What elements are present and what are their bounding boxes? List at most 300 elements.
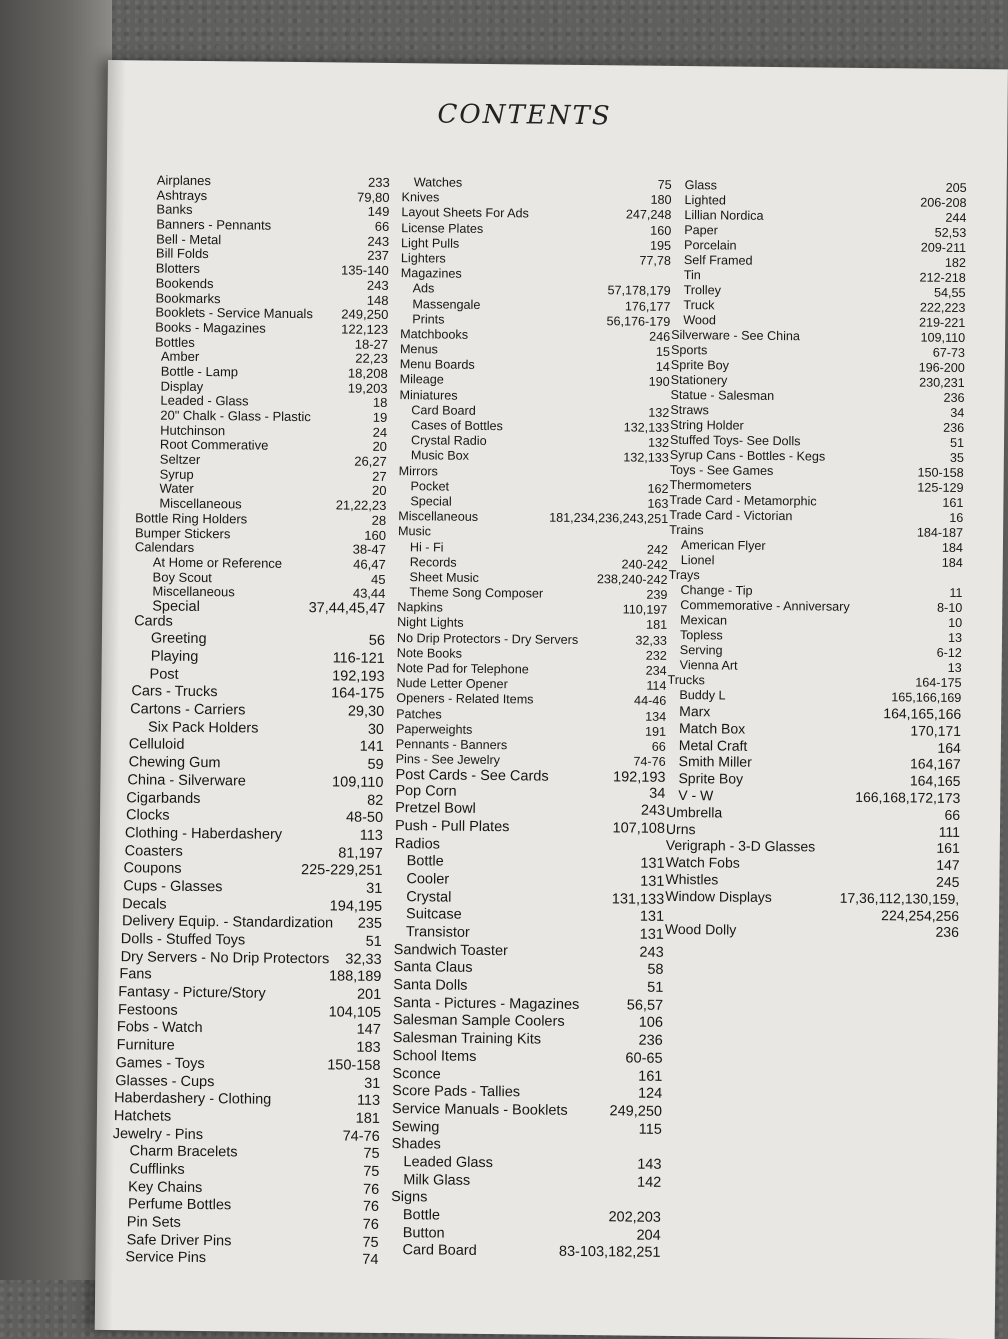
entry-page-number: 31	[366, 880, 383, 897]
entry-label: Miscellaneous	[159, 495, 242, 512]
entry-page-number: 206-208	[920, 195, 967, 210]
entry-page-number: 111	[938, 823, 961, 840]
entry-page-number: 44-46	[634, 693, 667, 709]
entry-page-number: 141	[359, 739, 384, 756]
entry-label: Trade Card - Victorian	[669, 507, 793, 524]
entry-label: Amber	[160, 348, 200, 365]
entry-label: Marx	[679, 703, 711, 720]
entry-page-number: 150-158	[327, 1057, 381, 1074]
page-title: CONTENTS	[437, 99, 612, 132]
entry-label: Games - Toys	[115, 1054, 205, 1072]
entry-label: Card Board	[402, 1242, 477, 1260]
entry-page-number: 75	[363, 1145, 380, 1163]
entry-label: Records	[409, 554, 457, 570]
entry-label: Paper	[684, 223, 718, 238]
entry-page-number: 19	[372, 409, 388, 425]
entry-label: Matchbooks	[400, 326, 469, 342]
entry-page-number: 202,203	[608, 1209, 661, 1226]
entry-page-number: 83-103,182,251	[558, 1244, 661, 1262]
entry-label: Menu Boards	[399, 357, 475, 373]
entry-page-number: 164	[937, 739, 961, 756]
entry-label: Blotters	[155, 260, 200, 277]
entry-page-number: 31	[364, 1075, 381, 1092]
entry-label: Fantasy - Picture/Story	[118, 984, 266, 1002]
entry-page-number: 164-175	[331, 685, 385, 703]
entry-page-number: 74	[362, 1252, 379, 1269]
entry-page-number: 19,203	[347, 380, 388, 396]
entry-label: Urns	[665, 820, 696, 837]
entry-label: Salesman Training Kits	[392, 1030, 542, 1048]
entry-page-number: 26,27	[354, 453, 387, 470]
entry-page-number: 14	[655, 360, 670, 375]
entry-page-number: 75	[362, 1234, 379, 1251]
entry-page-number: 17,36,112,130,159,	[839, 889, 960, 907]
entry-label: Pretzel Bowl	[395, 800, 476, 818]
entry-label: Furniture	[116, 1037, 175, 1054]
entry-label: Sewing	[391, 1118, 440, 1136]
entry-label: Cards	[134, 612, 173, 630]
entry-page-number: 10	[948, 615, 963, 630]
entry-label: Bell - Metal	[156, 231, 222, 247]
entry-label: Santa Dolls	[393, 977, 468, 994]
entry-label: Dry Servers - No Drip Protectors	[120, 948, 330, 968]
entry-label: Cartons - Carriers	[130, 701, 246, 719]
entry-label: Perfume Bottles	[127, 1196, 232, 1214]
entry-page-number: 209-211	[920, 240, 967, 255]
entry-label: Booklets - Service Manuals	[155, 304, 313, 322]
entry-label: Fobs - Watch	[116, 1019, 203, 1037]
entry-page-number: 116-121	[332, 650, 385, 667]
entry-page-number: 131,133	[611, 890, 665, 908]
entry-page-number: 160	[364, 527, 387, 543]
entry-page-number: 161	[638, 1068, 663, 1085]
entry-label: Greeting	[150, 630, 207, 648]
entry-label: No Drip Protectors - Dry Servers	[396, 630, 579, 647]
entry-label: Syrup	[159, 466, 194, 482]
entry-label: Cars - Trucks	[131, 683, 218, 701]
entry-label: Glasses - Cups	[115, 1072, 215, 1090]
entry-page-number: 201	[356, 986, 382, 1003]
entry-label: China - Silverware	[127, 772, 247, 790]
entry-page-number: 34	[649, 785, 666, 802]
entry-label: Music Box	[410, 448, 470, 464]
entry-page-number: 13	[947, 660, 962, 675]
contents-column-1	[95, 172, 389, 1270]
entry-page-number: 164,165	[909, 772, 961, 790]
entry-label: Cufflinks	[129, 1161, 185, 1178]
entry-page-number: 38-47	[352, 541, 386, 558]
entry-label: Dolls - Stuffed Toys	[120, 931, 246, 949]
entry-label: Music	[398, 524, 432, 539]
entry-label: Haberdashery - Clothing	[114, 1090, 272, 1108]
entry-label: Bumper Stickers	[134, 524, 231, 541]
entry-page-number: 184	[941, 540, 964, 555]
entry-page-number: 147	[356, 1022, 381, 1039]
entry-label: Airplanes	[156, 172, 212, 189]
entry-label: Display	[160, 378, 204, 394]
entry-page-number: 224,254,256	[881, 906, 960, 924]
entry-page-number: 132,133	[623, 450, 669, 466]
entry-page-number: 196-200	[918, 360, 965, 375]
entry-label: Hi - Fi	[409, 539, 444, 555]
entry-label: 20" Chalk - Glass - Plastic	[160, 407, 311, 425]
entry-page-number: 183	[356, 1039, 381, 1057]
entry-label: String Holder	[670, 417, 744, 433]
entry-label: Trains	[669, 522, 704, 538]
entry-label: Wood	[683, 313, 717, 328]
entry-label: Leaded - Glass	[160, 392, 249, 409]
entry-page-number: 110,197	[622, 602, 668, 618]
entry-label: Crystal	[406, 888, 452, 906]
entry-page-number: 235	[357, 915, 383, 933]
entry-label: Sports	[670, 342, 708, 358]
entry-page-number: 236	[943, 420, 965, 435]
entry-label: Bottle Ring Holders	[135, 510, 248, 527]
entry-label: Delivery Equip. - Standardization	[121, 913, 334, 932]
entry-page-number: 184	[941, 555, 963, 570]
entry-label: Paperweights	[395, 721, 473, 737]
entry-label: Jewelry - Pins	[112, 1125, 204, 1143]
entry-page-number: 74-76	[342, 1128, 380, 1145]
entry-label: Topless	[679, 628, 723, 643]
entry-label: Thermometers	[669, 477, 752, 493]
entry-label: Whistles	[665, 870, 719, 888]
entry-label: Night Lights	[397, 615, 464, 631]
entry-label: Nude Letter Opener	[396, 676, 508, 692]
entry-page-number: 184-187	[916, 525, 964, 540]
entry-label: Cigarbands	[126, 789, 201, 807]
entry-page-number: 107,108	[612, 820, 666, 837]
entry-label: Banners - Pennants	[156, 216, 272, 233]
entry-label: Trade Card - Metamorphic	[669, 492, 817, 509]
entry-label: Prints	[412, 311, 445, 327]
entry-page-number: 192,193	[613, 769, 666, 787]
entry-label: Pop Corn	[395, 782, 457, 800]
entry-label: V - W	[678, 786, 714, 804]
entry-label: Special	[410, 494, 452, 509]
entry-label: Bottle	[402, 1207, 441, 1224]
entry-page-number: 247,248	[625, 207, 672, 223]
entry-label: Glass	[684, 178, 717, 193]
entry-label: Score Pads - Tallies	[392, 1083, 521, 1101]
entry-page-number: 66	[651, 739, 666, 754]
entry-label: Trolley	[683, 283, 722, 298]
entry-label: Books - Magazines	[155, 319, 266, 336]
entry-label: Chewing Gum	[128, 754, 221, 772]
entry-label: Openers - Related Items	[396, 691, 534, 707]
entry-page-number: 56,57	[626, 997, 664, 1014]
entry-label: Cups - Glasses	[123, 878, 223, 896]
entry-page-number: 222,223	[919, 300, 966, 315]
entry-page-number: 51	[365, 933, 382, 950]
entry-page-number: 249,250	[609, 1103, 663, 1120]
entry-page-number: 58	[647, 962, 664, 979]
entry-page-number: 176,177	[624, 298, 671, 314]
entry-page-number: 59	[367, 756, 384, 774]
entry-page-number: 54,55	[934, 285, 966, 300]
contents-column-3	[659, 178, 967, 941]
entry-page-number: 164,165,166	[883, 705, 962, 722]
entry-page-number: 165,166,169	[891, 690, 962, 705]
entry-label: Charm Bracelets	[129, 1143, 238, 1161]
entry-label: Salesman Sample Coolers	[392, 1012, 565, 1031]
entry-label: Vienna Art	[679, 658, 738, 673]
entry-label: Stuffed Toys- See Dolls	[669, 432, 801, 449]
entry-page-number: 181	[646, 618, 668, 633]
entry-label: Bookmarks	[155, 290, 221, 306]
entry-page-number: 149	[367, 204, 390, 220]
entry-label: Lighted	[684, 193, 726, 208]
entry-page-number: 240-242	[621, 557, 668, 572]
entry-label: Key Chains	[128, 1178, 203, 1196]
entry-label: Massengale	[412, 296, 481, 312]
entry-label: Miniatures	[399, 387, 458, 403]
entry-label: Watches	[413, 175, 463, 190]
entry-page-number: 56	[368, 633, 386, 650]
entry-page-number: 194,195	[329, 897, 383, 915]
entry-page-number: 161	[936, 840, 960, 857]
entry-label: Calendars	[134, 539, 195, 556]
entry-page-number: 150-158	[917, 465, 964, 480]
entry-label: Stationery	[670, 372, 728, 388]
entry-page-number: 106	[638, 1015, 664, 1032]
entry-page-number: 6-12	[936, 645, 962, 660]
entry-label: Menus	[399, 342, 438, 357]
entry-label: Change - Tip	[680, 583, 753, 598]
entry-page-number: 195	[649, 238, 672, 253]
entry-page-number: 51	[949, 435, 965, 450]
entry-page-number: 77,78	[639, 253, 672, 268]
entry-page-number: 75	[657, 177, 672, 192]
entry-page-number: 35	[949, 450, 964, 465]
entry-page-number: 232	[645, 648, 667, 663]
entry-label: Post Cards - See Cards	[395, 767, 549, 785]
entry-label: Transistor	[405, 924, 470, 941]
entry-label: Note Pad for Telephone	[396, 661, 529, 677]
entry-label: Celluloid	[128, 736, 185, 754]
entry-page-number: 191	[644, 724, 667, 739]
entry-page-number: 113	[356, 1092, 381, 1110]
entry-label: Post	[149, 666, 179, 683]
entry-page-number: 236	[638, 1032, 663, 1049]
entry-page-number: 32,33	[345, 951, 382, 968]
entry-page-number: 81,197	[338, 845, 383, 862]
entry-label: Statue - Salesman	[670, 387, 775, 403]
entry-label: Pocket	[410, 478, 450, 494]
entry-page-number: 205	[945, 180, 967, 195]
entry-page-number: 132	[648, 405, 670, 420]
entry-page-number: 164,167	[909, 755, 961, 773]
entry-page-number: 57,178,179	[607, 283, 671, 299]
entry-label: Milk Glass	[403, 1171, 471, 1189]
entry-label: Coupons	[123, 860, 182, 878]
entry-label: Buddy L	[679, 688, 726, 703]
entry-page-number: 243	[640, 802, 666, 820]
entry-page-number: 188,189	[328, 968, 382, 986]
entry-label: Syrup Cans - Bottles - Kegs	[669, 447, 826, 464]
contents-entry	[382, 1242, 660, 1263]
entry-label: Smith Miller	[678, 753, 752, 771]
entry-label: American Flyer	[680, 538, 766, 553]
entry-page-number: 212-218	[919, 270, 966, 285]
entry-label: Straws	[670, 402, 709, 418]
entry-page-number: 16	[949, 510, 964, 525]
entry-label: Six Pack Holders	[147, 719, 259, 737]
entry-page-number: 46,47	[353, 556, 386, 572]
entry-page-number: 124	[637, 1085, 663, 1103]
entry-page-number: 243	[367, 233, 390, 249]
entry-page-number: 230,231	[919, 375, 965, 390]
entry-label: Mexican	[680, 613, 728, 628]
entry-label: Clothing - Haberdashery	[124, 825, 283, 843]
entry-label: Signs	[391, 1189, 428, 1206]
entry-page-number: 76	[362, 1199, 380, 1216]
entry-page-number: 243	[366, 277, 389, 293]
entry-page-number: 131	[640, 873, 665, 890]
entry-page-number: 238,240-242	[596, 572, 668, 587]
entry-page-number: 52,53	[934, 225, 967, 240]
entry-page-number: 56,176-179	[606, 313, 671, 329]
entry-page-number: 161	[942, 495, 964, 510]
entry-page-number: 34	[950, 405, 965, 420]
entry-label: Tin	[683, 268, 701, 283]
entry-page-number: 132,133	[623, 420, 670, 435]
entry-label: Light Pulls	[401, 235, 460, 251]
entry-label: Window Displays	[665, 887, 772, 905]
entry-page-number: 60-65	[625, 1050, 663, 1067]
entry-page-number: 114	[646, 678, 667, 694]
entry-page-number: 190	[648, 375, 670, 390]
entry-label: Santa Claus	[393, 959, 473, 977]
entry-page-number: 239	[646, 587, 668, 602]
entry-label: Miscellaneous	[398, 509, 479, 525]
entry-page-number: 163	[647, 496, 669, 511]
entry-label: Lighters	[400, 251, 446, 266]
entry-page-number: 246	[649, 329, 671, 344]
entry-label: Patches	[396, 706, 442, 722]
entry-label: Magazines	[400, 266, 462, 281]
entry-page-number: 109,110	[920, 330, 966, 345]
entry-label: Button	[402, 1224, 445, 1242]
entry-label: Service Pins	[125, 1249, 207, 1267]
entry-label: Note Books	[396, 645, 462, 661]
entry-page-number: 143	[637, 1156, 662, 1173]
entry-page-number: 8-10	[937, 600, 963, 615]
entry-page-number: 21,22,23	[335, 497, 387, 514]
entry-label: Playing	[150, 648, 199, 665]
entry-label: Pin Sets	[126, 1214, 181, 1231]
entry-page-number: 243	[639, 944, 664, 961]
entry-label: Clocks	[126, 807, 170, 824]
entry-label: Push - Pull Plates	[394, 817, 510, 836]
entry-label: At Home or Reference	[152, 554, 283, 571]
entry-label: Hatchets	[113, 1107, 172, 1125]
entry-page-number: 236	[935, 924, 959, 941]
entry-label: Water	[159, 481, 194, 497]
entry-label: Root Commerative	[159, 436, 269, 454]
entry-page-number: 13	[947, 630, 963, 645]
entry-label: Radios	[394, 835, 441, 853]
entry-page-number: 192,193	[332, 668, 385, 685]
entry-label: Bill Folds	[155, 245, 209, 262]
entry-label: Self Framed	[683, 253, 753, 268]
entry-label: Ads	[412, 281, 435, 296]
entry-label: Crystal Radio	[410, 433, 487, 449]
entry-page-number: 29,30	[347, 703, 385, 720]
contents-column-2	[382, 175, 671, 1263]
entry-page-number: 225-229,251	[301, 862, 383, 880]
entry-page-number: 28	[371, 512, 387, 528]
book-page	[95, 60, 1008, 1339]
entry-label: Lionel	[680, 553, 715, 568]
entry-page-number: 32,33	[635, 633, 668, 648]
entry-label: Hutchinson	[160, 422, 226, 438]
entry-page-number: 170,171	[910, 722, 962, 739]
entry-page-number: 249,250	[341, 306, 389, 323]
entry-label: Mirrors	[398, 463, 438, 479]
entry-page-number: 164-175	[915, 675, 962, 690]
entry-label: Wood Dolly	[664, 921, 737, 938]
entry-label: Serving	[679, 643, 723, 658]
entry-label: Match Box	[678, 719, 746, 737]
entry-page-number: 131	[640, 855, 665, 873]
entry-label: Sprite Boy	[678, 770, 744, 787]
entry-page-number: 237	[367, 248, 390, 264]
entry-page-number: 236	[943, 390, 965, 405]
entry-page-number: 234	[645, 663, 667, 678]
entry-page-number: 181,234,236,243,251	[549, 510, 669, 527]
entry-page-number: 115	[638, 1121, 662, 1138]
entry-label: Pins - See Jewelry	[395, 752, 501, 768]
entry-page-number: 82	[367, 792, 384, 809]
entry-label: Seltzer	[159, 451, 201, 468]
entry-page-number: 147	[936, 856, 960, 874]
entry-label: Festoons	[117, 1001, 178, 1019]
entry-label: Fans	[119, 966, 152, 983]
entry-page-number: 132	[647, 435, 670, 451]
entry-page-number: 22,23	[355, 350, 388, 367]
entry-page-number: 74-76	[633, 754, 666, 770]
entry-page-number: 131	[639, 926, 664, 943]
entry-label: Leaded Glass	[403, 1154, 494, 1172]
entry-label: Shades	[391, 1136, 441, 1153]
entry-page-number: 104,105	[328, 1004, 382, 1021]
entry-page-number: 79,80	[356, 189, 390, 205]
entry-label: Napkins	[397, 600, 443, 615]
entry-label: Decals	[122, 895, 167, 913]
entry-page-number: 51	[647, 979, 664, 996]
entry-page-number: 66	[374, 218, 390, 235]
entry-label: License Plates	[401, 220, 484, 236]
entry-label: Verigraph - 3-D Glasses	[665, 837, 816, 855]
entry-label: Theme Song Composer	[409, 585, 544, 601]
entry-page-number: 162	[647, 481, 669, 496]
entry-page-number: 180	[650, 192, 672, 208]
entry-label: Toys - See Games	[669, 462, 774, 478]
entry-page-number: 20	[372, 439, 388, 455]
entry-label: Santa - Pictures - Magazines	[393, 994, 580, 1013]
entry-label: Bottle - Lamp	[160, 363, 239, 380]
entry-label: Truck	[683, 298, 715, 313]
entry-page-number: 18-27	[354, 336, 389, 352]
contents-entry	[95, 1249, 378, 1270]
entry-label: Metal Craft	[678, 736, 748, 754]
entry-label: Bottles	[154, 334, 195, 350]
entry-page-number: 48-50	[345, 809, 384, 827]
entry-page-number: 233	[367, 174, 390, 190]
entry-label: Coasters	[124, 842, 183, 860]
entry-page-number: 18	[372, 395, 388, 411]
